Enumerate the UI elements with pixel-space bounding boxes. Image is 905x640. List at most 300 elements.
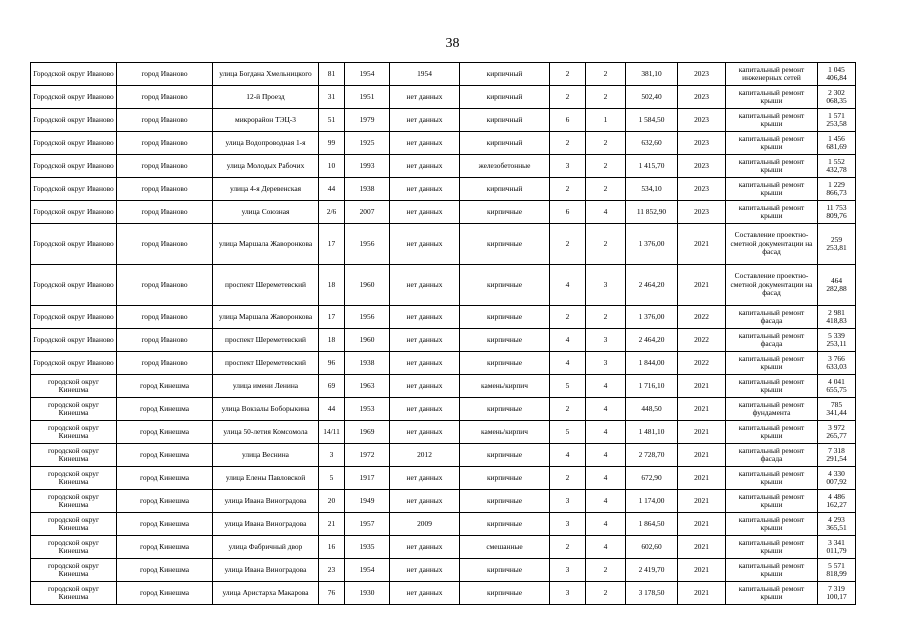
area-cell: 672,90 [626,467,678,490]
wall-material-cell: кирпичные [460,490,550,513]
work-type-cell: капитальный ремонт фундамента [726,398,818,421]
year-reconstruction-cell: нет данных [390,536,460,559]
table-row [31,265,856,306]
table-row [31,582,856,605]
municipality-cell: Городской округ Иваново [31,63,117,86]
house-number-cell: 20 [319,490,345,513]
cost-cell: 2 981 418,83 [818,306,856,329]
settlement-cell: город Кинешма [117,375,213,398]
year-reconstruction-cell: нет данных [390,490,460,513]
house-number-cell: 69 [319,375,345,398]
house-number-cell: 2/6 [319,201,345,224]
cost-cell: 1 571 253,58 [818,109,856,132]
year-built-cell: 1956 [345,224,390,265]
wall-material-cell: кирпичный [460,86,550,109]
entrances-cell: 1 [586,109,626,132]
entrances-cell: 4 [586,536,626,559]
work-type-cell: Составление проектно-сметной документации на фасад [726,265,818,306]
table-row [31,329,856,352]
area-cell: 2 419,70 [626,559,678,582]
settlement-cell: город Кинешма [117,421,213,444]
street-cell: улица имени Ленина [213,375,319,398]
wall-material-cell: кирпичный [460,178,550,201]
plan-year-cell: 2023 [678,109,726,132]
cost-cell: 11 753 809,76 [818,201,856,224]
street-cell: улица Ивана Виноградова [213,490,319,513]
area-cell: 11 852,90 [626,201,678,224]
table-row [31,444,856,467]
area-cell: 602,60 [626,536,678,559]
year-built-cell: 2007 [345,201,390,224]
year-built-cell: 1925 [345,132,390,155]
floors-cell: 3 [550,582,586,605]
street-cell: проспект Шереметевский [213,352,319,375]
settlement-cell: город Иваново [117,224,213,265]
wall-material-cell: кирпичные [460,352,550,375]
house-number-cell: 44 [319,398,345,421]
work-type-cell: капитальный ремонт крыши [726,559,818,582]
street-cell: улица Богдана Хмельницкого [213,63,319,86]
floors-cell: 2 [550,132,586,155]
year-built-cell: 1917 [345,467,390,490]
work-type-cell: капитальный ремонт крыши [726,536,818,559]
work-type-cell: капитальный ремонт крыши [726,132,818,155]
municipality-cell: Городской округ Иваново [31,352,117,375]
area-cell: 2 728,70 [626,444,678,467]
housing-registry-table [30,62,856,605]
year-built-cell: 1993 [345,155,390,178]
plan-year-cell: 2023 [678,155,726,178]
work-type-cell: капитальный ремонт крыши [726,201,818,224]
entrances-cell: 3 [586,265,626,306]
entrances-cell: 4 [586,201,626,224]
municipality-cell: Городской округ Иваново [31,155,117,178]
floors-cell: 2 [550,224,586,265]
page-number: 38 [445,36,460,51]
cost-cell: 1 456 681,69 [818,132,856,155]
settlement-cell: город Иваново [117,306,213,329]
entrances-cell: 4 [586,513,626,536]
year-reconstruction-cell: нет данных [390,582,460,605]
floors-cell: 2 [550,86,586,109]
entrances-cell: 4 [586,398,626,421]
cost-cell: 5 571 818,99 [818,559,856,582]
plan-year-cell: 2021 [678,559,726,582]
table-row [31,559,856,582]
settlement-cell: город Иваново [117,155,213,178]
area-cell: 1 844,00 [626,352,678,375]
cost-cell: 4 486 162,27 [818,490,856,513]
wall-material-cell: железобетонные [460,155,550,178]
wall-material-cell: кирпичные [460,398,550,421]
municipality-cell: Городской округ Иваново [31,329,117,352]
house-number-cell: 31 [319,86,345,109]
settlement-cell: город Иваново [117,109,213,132]
wall-material-cell: кирпичный [460,132,550,155]
plan-year-cell: 2021 [678,490,726,513]
floors-cell: 6 [550,201,586,224]
plan-year-cell: 2021 [678,224,726,265]
entrances-cell: 2 [586,155,626,178]
work-type-cell: капитальный ремонт фасада [726,306,818,329]
area-cell: 534,10 [626,178,678,201]
municipality-cell: городской округ Кинешма [31,490,117,513]
entrances-cell: 2 [586,559,626,582]
entrances-cell: 2 [586,306,626,329]
municipality-cell: Городской округ Иваново [31,86,117,109]
year-reconstruction-cell: нет данных [390,86,460,109]
cost-cell: 785 341,44 [818,398,856,421]
house-number-cell: 17 [319,306,345,329]
wall-material-cell: кирпичные [460,582,550,605]
table-row [31,132,856,155]
entrances-cell: 2 [586,582,626,605]
table-row [31,536,856,559]
area-cell: 1 864,50 [626,513,678,536]
cost-cell: 3 341 011,79 [818,536,856,559]
plan-year-cell: 2022 [678,352,726,375]
work-type-cell: Составление проектно-сметной документации на фасад [726,224,818,265]
year-reconstruction-cell: нет данных [390,109,460,132]
floors-cell: 5 [550,421,586,444]
floors-cell: 2 [550,63,586,86]
municipality-cell: городской округ Кинешма [31,582,117,605]
work-type-cell: капитальный ремонт крыши [726,421,818,444]
street-cell: улица Маршала Жаворонкова [213,224,319,265]
year-reconstruction-cell: нет данных [390,132,460,155]
cost-cell: 5 339 253,11 [818,329,856,352]
plan-year-cell: 2021 [678,513,726,536]
settlement-cell: город Кинешма [117,490,213,513]
year-built-cell: 1938 [345,178,390,201]
municipality-cell: городской округ Кинешма [31,444,117,467]
cost-cell: 1 229 866,73 [818,178,856,201]
municipality-cell: городской округ Кинешма [31,467,117,490]
year-built-cell: 1954 [345,63,390,86]
year-reconstruction-cell: нет данных [390,224,460,265]
cost-cell: 2 302 068,35 [818,86,856,109]
plan-year-cell: 2023 [678,86,726,109]
area-cell: 448,50 [626,398,678,421]
year-reconstruction-cell: нет данных [390,265,460,306]
entrances-cell: 4 [586,421,626,444]
street-cell: улица Маршала Жаворонкова [213,306,319,329]
area-cell: 1 376,00 [626,224,678,265]
settlement-cell: город Иваново [117,178,213,201]
house-number-cell: 16 [319,536,345,559]
table-row [31,306,856,329]
area-cell: 632,60 [626,132,678,155]
year-built-cell: 1963 [345,375,390,398]
settlement-cell: город Кинешма [117,559,213,582]
settlement-cell: город Кинешма [117,444,213,467]
year-reconstruction-cell: нет данных [390,178,460,201]
area-cell: 1 174,00 [626,490,678,513]
plan-year-cell: 2022 [678,306,726,329]
wall-material-cell: кирпичные [460,224,550,265]
municipality-cell: Городской округ Иваново [31,201,117,224]
year-reconstruction-cell: нет данных [390,201,460,224]
area-cell: 1 716,10 [626,375,678,398]
year-reconstruction-cell: нет данных [390,306,460,329]
entrances-cell: 3 [586,352,626,375]
cost-cell: 464 282,88 [818,265,856,306]
street-cell: проспект Шереметевский [213,265,319,306]
year-reconstruction-cell: нет данных [390,352,460,375]
house-number-cell: 99 [319,132,345,155]
street-cell: улица Аристарха Макарова [213,582,319,605]
house-number-cell: 5 [319,467,345,490]
floors-cell: 2 [550,398,586,421]
wall-material-cell: кирпичные [460,329,550,352]
cost-cell: 7 318 291,54 [818,444,856,467]
street-cell: проспект Шереметевский [213,329,319,352]
table-row [31,490,856,513]
year-built-cell: 1953 [345,398,390,421]
year-built-cell: 1956 [345,306,390,329]
entrances-cell: 4 [586,444,626,467]
plan-year-cell: 2021 [678,536,726,559]
table-row [31,155,856,178]
year-built-cell: 1930 [345,582,390,605]
entrances-cell: 4 [586,490,626,513]
entrances-cell: 2 [586,132,626,155]
floors-cell: 5 [550,375,586,398]
municipality-cell: Городской округ Иваново [31,132,117,155]
municipality-cell: городской округ Кинешма [31,375,117,398]
area-cell: 2 464,20 [626,265,678,306]
cost-cell: 4 041 655,75 [818,375,856,398]
area-cell: 1 584,50 [626,109,678,132]
plan-year-cell: 2021 [678,265,726,306]
floors-cell: 3 [550,513,586,536]
municipality-cell: Городской округ Иваново [31,178,117,201]
plan-year-cell: 2021 [678,444,726,467]
table-row [31,352,856,375]
floors-cell: 3 [550,490,586,513]
floors-cell: 3 [550,155,586,178]
house-number-cell: 44 [319,178,345,201]
entrances-cell: 4 [586,467,626,490]
street-cell: улица Молодых Рабочих [213,155,319,178]
plan-year-cell: 2021 [678,398,726,421]
area-cell: 1 481,10 [626,421,678,444]
year-reconstruction-cell: нет данных [390,421,460,444]
house-number-cell: 76 [319,582,345,605]
settlement-cell: город Иваново [117,201,213,224]
table-row [31,467,856,490]
plan-year-cell: 2021 [678,375,726,398]
wall-material-cell: кирпичные [460,513,550,536]
street-cell: улица 50-летия Комсомола [213,421,319,444]
cost-cell: 259 253,81 [818,224,856,265]
work-type-cell: капитальный ремонт крыши [726,178,818,201]
year-reconstruction-cell: нет данных [390,375,460,398]
floors-cell: 4 [550,444,586,467]
street-cell: улица Ивана Виноградова [213,559,319,582]
floors-cell: 4 [550,265,586,306]
work-type-cell: капитальный ремонт крыши [726,467,818,490]
house-number-cell: 10 [319,155,345,178]
house-number-cell: 18 [319,265,345,306]
street-cell: улица Фабричный двор [213,536,319,559]
settlement-cell: город Иваново [117,132,213,155]
cost-cell: 4 330 007,92 [818,467,856,490]
municipality-cell: Городской округ Иваново [31,224,117,265]
entrances-cell: 4 [586,375,626,398]
house-number-cell: 96 [319,352,345,375]
table-row [31,513,856,536]
table-row [31,224,856,265]
floors-cell: 2 [550,467,586,490]
municipality-cell: городской округ Кинешма [31,421,117,444]
entrances-cell: 2 [586,63,626,86]
entrances-cell: 3 [586,329,626,352]
floors-cell: 6 [550,109,586,132]
settlement-cell: город Кинешма [117,582,213,605]
settlement-cell: город Иваново [117,86,213,109]
work-type-cell: капитальный ремонт крыши [726,490,818,513]
year-reconstruction-cell: 1954 [390,63,460,86]
street-cell: 12-й Проезд [213,86,319,109]
year-built-cell: 1960 [345,329,390,352]
year-reconstruction-cell: 2012 [390,444,460,467]
cost-cell: 1 552 432,78 [818,155,856,178]
wall-material-cell: кирпичный [460,109,550,132]
year-built-cell: 1951 [345,86,390,109]
cost-cell: 7 319 100,17 [818,582,856,605]
floors-cell: 2 [550,536,586,559]
work-type-cell: капитальный ремонт инженерных сетей [726,63,818,86]
house-number-cell: 17 [319,224,345,265]
entrances-cell: 2 [586,224,626,265]
floors-cell: 3 [550,559,586,582]
work-type-cell: капитальный ремонт фасада [726,329,818,352]
plan-year-cell: 2022 [678,329,726,352]
year-reconstruction-cell: нет данных [390,329,460,352]
street-cell: улица Елены Павловской [213,467,319,490]
settlement-cell: город Иваново [117,352,213,375]
year-built-cell: 1954 [345,559,390,582]
year-built-cell: 1960 [345,265,390,306]
table-row [31,109,856,132]
street-cell: улица Союзная [213,201,319,224]
floors-cell: 2 [550,178,586,201]
settlement-cell: город Кинешма [117,536,213,559]
area-cell: 1 376,00 [626,306,678,329]
plan-year-cell: 2021 [678,421,726,444]
wall-material-cell: кирпичные [460,306,550,329]
house-number-cell: 14/11 [319,421,345,444]
area-cell: 2 464,20 [626,329,678,352]
table-row [31,421,856,444]
plan-year-cell: 2023 [678,63,726,86]
work-type-cell: капитальный ремонт крыши [726,352,818,375]
entrances-cell: 2 [586,178,626,201]
wall-material-cell: камень/кирпич [460,375,550,398]
wall-material-cell: кирпичные [460,201,550,224]
table-row [31,63,856,86]
area-cell: 1 415,70 [626,155,678,178]
table-row [31,201,856,224]
year-built-cell: 1957 [345,513,390,536]
cost-cell: 3 972 265,77 [818,421,856,444]
work-type-cell: капитальный ремонт крыши [726,155,818,178]
wall-material-cell: кирпичные [460,467,550,490]
year-built-cell: 1938 [345,352,390,375]
work-type-cell: капитальный ремонт крыши [726,86,818,109]
floors-cell: 2 [550,306,586,329]
area-cell: 381,10 [626,63,678,86]
work-type-cell: капитальный ремонт крыши [726,375,818,398]
street-cell: улица 4-я Деревенская [213,178,319,201]
municipality-cell: городской округ Кинешма [31,536,117,559]
table-row [31,178,856,201]
house-number-cell: 23 [319,559,345,582]
wall-material-cell: кирпичные [460,265,550,306]
house-number-cell: 81 [319,63,345,86]
settlement-cell: город Иваново [117,63,213,86]
house-number-cell: 21 [319,513,345,536]
plan-year-cell: 2021 [678,582,726,605]
street-cell: улица Водопроводная 1-я [213,132,319,155]
street-cell: улица Вокзалы Боборыкина [213,398,319,421]
municipality-cell: городской округ Кинешма [31,398,117,421]
year-reconstruction-cell: нет данных [390,155,460,178]
municipality-cell: Городской округ Иваново [31,265,117,306]
cost-cell: 4 293 365,51 [818,513,856,536]
municipality-cell: городской округ Кинешма [31,513,117,536]
year-reconstruction-cell: нет данных [390,467,460,490]
floors-cell: 4 [550,329,586,352]
wall-material-cell: кирпичные [460,559,550,582]
municipality-cell: Городской округ Иваново [31,306,117,329]
settlement-cell: город Иваново [117,265,213,306]
wall-material-cell: камень/кирпич [460,421,550,444]
wall-material-cell: смешанные [460,536,550,559]
floors-cell: 4 [550,352,586,375]
street-cell: микрорайон ТЭЦ-3 [213,109,319,132]
settlement-cell: город Кинешма [117,513,213,536]
plan-year-cell: 2021 [678,467,726,490]
settlement-cell: город Иваново [117,329,213,352]
year-built-cell: 1972 [345,444,390,467]
house-number-cell: 3 [319,444,345,467]
area-cell: 502,40 [626,86,678,109]
cost-cell: 1 045 406,84 [818,63,856,86]
area-cell: 3 178,50 [626,582,678,605]
plan-year-cell: 2023 [678,132,726,155]
entrances-cell: 2 [586,86,626,109]
table-body [31,63,856,605]
wall-material-cell: кирпичные [460,444,550,467]
work-type-cell: капитальный ремонт фасада [726,444,818,467]
year-built-cell: 1935 [345,536,390,559]
street-cell: улица Веснина [213,444,319,467]
work-type-cell: капитальный ремонт крыши [726,582,818,605]
settlement-cell: город Кинешма [117,398,213,421]
work-type-cell: капитальный ремонт крыши [726,513,818,536]
year-reconstruction-cell: нет данных [390,559,460,582]
table-row [31,86,856,109]
house-number-cell: 18 [319,329,345,352]
table-row [31,398,856,421]
year-built-cell: 1949 [345,490,390,513]
year-reconstruction-cell: 2009 [390,513,460,536]
year-built-cell: 1969 [345,421,390,444]
house-number-cell: 51 [319,109,345,132]
municipality-cell: городской округ Кинешма [31,559,117,582]
